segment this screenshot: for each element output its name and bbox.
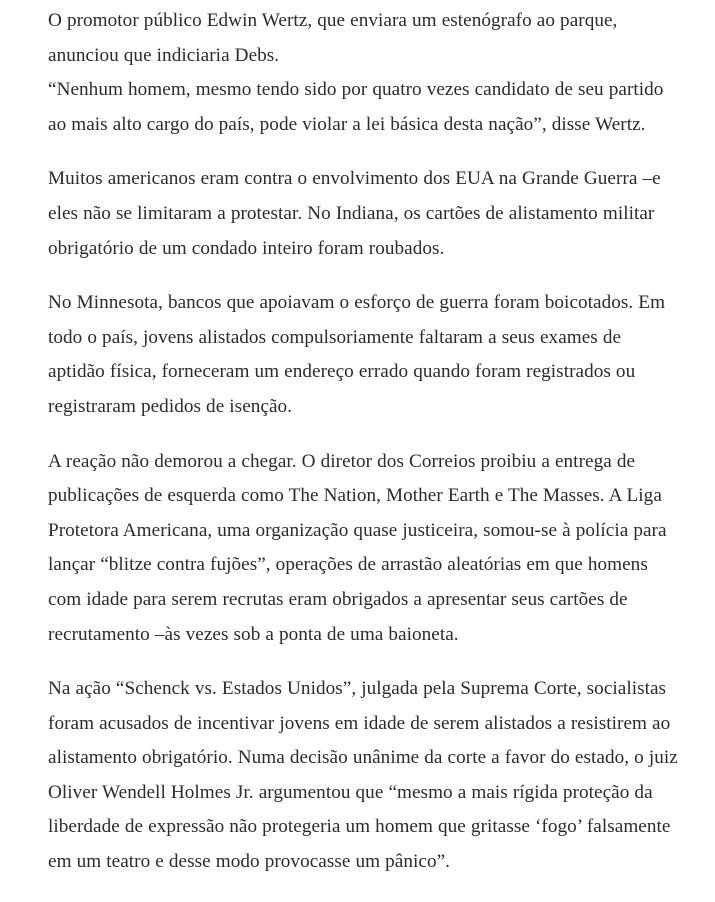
paragraph-minnesota-boycotts: No Minnesota, bancos que apoiavam o esforço de guerra foram boicotados. Em todo o país, jovens alistados compulsoriamente faltaram a seus exames de aptidão física, forneceram um endereço errado quando foram registrados ou registraram pedidos de isenção. [48,292,666,417]
paragraph-wertz-quote: “Nenhum homem, mesmo tendo sido por quatro vezes candidato de seu partido ao mais alto cargo do país, pode violar a lei básica desta nação”, disse Wertz. [48,79,664,135]
paragraph-anti-war-resistance: Muitos americanos eram contra o envolvimento dos EUA na Grande Guerra –e eles não se limitaram a protestar. No Indiana, os cartões de alistamento militar obrigatório de um condado inteiro foram roubados. [48,168,661,259]
paragraph-lead-sentence: O promotor público Edwin Wertz, que enviara um estenógrafo ao parque, anunciou que indiciaria Debs. [48,10,618,66]
paragraph-schenck-case: Na ação “Schenck vs. Estados Unidos”, julgada pela Suprema Corte, socialistas foram acusados de incentivar jovens em idade de serem alistados a resistirem ao alistamento obrigatório. Numa decisão unânime da corte a favor do estado, o juiz Oliver Wendell Holmes Jr. argumentou que “mesmo a mais rígida proteção da liberdade de expressão não protegeria um homem que gritasse ‘fogo’ falsamente em um teatro e desse modo provocasse um pânico”. [48,678,678,873]
paragraph-block-1 [48,4,682,142]
paragraph-government-reaction: A reação não demorou a chegar. O diretor dos Correios proibiu a entrega de publicações de esquerda como The Nation, Mother Earth e The Masses. A Liga Protetora Americana, uma organização quase justiceira, somou-se à polícia para lançar “blitze contra fujões”, operações de arrastão aleatórias em que homens com idade para serem recrutas eram obrigados a apresentar seus cartões de recrutamento –às vezes sob a ponta de uma baioneta. [48,450,667,645]
